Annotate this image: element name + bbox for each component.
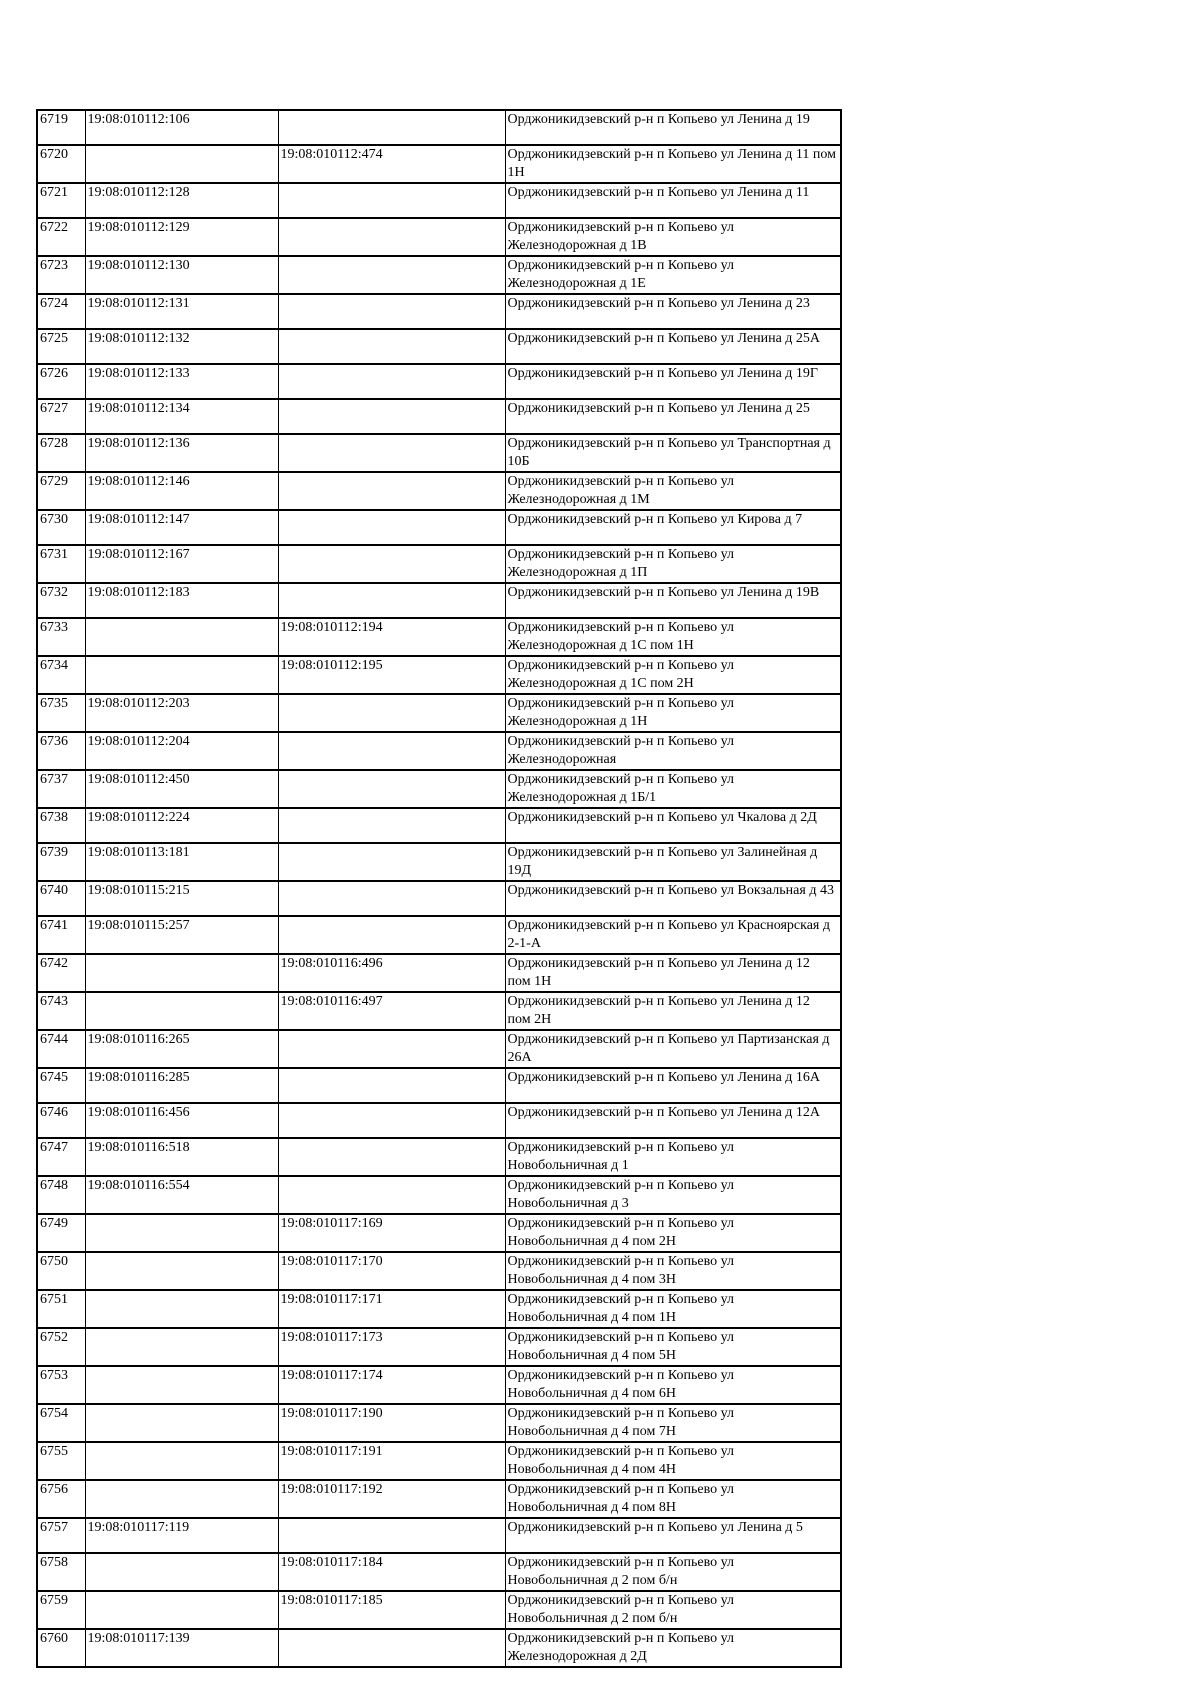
premise-cadastral-number-cell (278, 808, 505, 843)
row-number-cell: 6719 (37, 110, 85, 145)
table-row (37, 183, 841, 218)
address-cell: Орджоникидзевский р-н п Копьево ул Новобольничная д 2 пом б/н (505, 1553, 841, 1591)
land-cadastral-number-cell: 19:08:010112:128 (85, 183, 278, 218)
table-row (37, 732, 841, 770)
land-cadastral-number-cell: 19:08:010112:136 (85, 434, 278, 472)
row-number-cell: 6757 (37, 1518, 85, 1553)
premise-cadastral-number-cell (278, 770, 505, 808)
row-number-cell: 6731 (37, 545, 85, 583)
address-cell: Орджоникидзевский р-н п Копьево ул Ленина д 16А (505, 1068, 841, 1103)
row-number-cell: 6745 (37, 1068, 85, 1103)
row-number-cell: 6738 (37, 808, 85, 843)
table-row (37, 545, 841, 583)
table-row (37, 808, 841, 843)
table-row (37, 1030, 841, 1068)
address-cell: Орджоникидзевский р-н п Копьево ул Ленина д 12 пом 1Н (505, 954, 841, 992)
land-cadastral-number-cell (85, 1366, 278, 1404)
premise-cadastral-number-cell: 19:08:010112:474 (278, 145, 505, 183)
land-cadastral-number-cell: 19:08:010113:181 (85, 843, 278, 881)
land-cadastral-number-cell (85, 1442, 278, 1480)
address-cell: Орджоникидзевский р-н п Копьево ул Ленина д 23 (505, 294, 841, 329)
table-row (37, 1176, 841, 1214)
registry-table-body (37, 110, 841, 1667)
row-number-cell: 6739 (37, 843, 85, 881)
land-cadastral-number-cell: 19:08:010112:106 (85, 110, 278, 145)
row-number-cell: 6733 (37, 618, 85, 656)
premise-cadastral-number-cell: 19:08:010117:170 (278, 1252, 505, 1290)
table-row (37, 618, 841, 656)
table-row (37, 992, 841, 1030)
premise-cadastral-number-cell: 19:08:010117:184 (278, 1553, 505, 1591)
premise-cadastral-number-cell (278, 218, 505, 256)
table-row (37, 1214, 841, 1252)
premise-cadastral-number-cell (278, 472, 505, 510)
table-row (37, 218, 841, 256)
land-cadastral-number-cell (85, 1480, 278, 1518)
table-row (37, 1252, 841, 1290)
land-cadastral-number-cell (85, 656, 278, 694)
address-cell: Орджоникидзевский р-н п Копьево ул Железнодорожная д 2Д (505, 1629, 841, 1667)
land-cadastral-number-cell: 19:08:010112:134 (85, 399, 278, 434)
row-number-cell: 6740 (37, 881, 85, 916)
row-number-cell: 6752 (37, 1328, 85, 1366)
table-row (37, 1591, 841, 1629)
table-row (37, 110, 841, 145)
premise-cadastral-number-cell (278, 510, 505, 545)
address-cell: Орджоникидзевский р-н п Копьево ул Новобольничная д 2 пом б/н (505, 1591, 841, 1629)
land-cadastral-number-cell (85, 992, 278, 1030)
premise-cadastral-number-cell: 19:08:010117:191 (278, 1442, 505, 1480)
row-number-cell: 6759 (37, 1591, 85, 1629)
table-row (37, 1103, 841, 1138)
address-cell: Орджоникидзевский р-н п Копьево ул Железнодорожная д 1В (505, 218, 841, 256)
row-number-cell: 6735 (37, 694, 85, 732)
address-cell: Орджоникидзевский р-н п Копьево ул Залинейная д 19Д (505, 843, 841, 881)
premise-cadastral-number-cell (278, 1138, 505, 1176)
land-cadastral-number-cell: 19:08:010116:518 (85, 1138, 278, 1176)
premise-cadastral-number-cell (278, 434, 505, 472)
address-cell: Орджоникидзевский р-н п Копьево ул Ленина д 25 (505, 399, 841, 434)
row-number-cell: 6748 (37, 1176, 85, 1214)
table-row (37, 364, 841, 399)
land-cadastral-number-cell: 19:08:010112:130 (85, 256, 278, 294)
table-row (37, 399, 841, 434)
address-cell: Орджоникидзевский р-н п Копьево ул Новобольничная д 4 пом 1Н (505, 1290, 841, 1328)
row-number-cell: 6749 (37, 1214, 85, 1252)
premise-cadastral-number-cell (278, 1518, 505, 1553)
table-row (37, 954, 841, 992)
premise-cadastral-number-cell: 19:08:010117:169 (278, 1214, 505, 1252)
land-cadastral-number-cell: 19:08:010112:183 (85, 583, 278, 618)
table-row (37, 1629, 841, 1667)
land-cadastral-number-cell (85, 1252, 278, 1290)
address-cell: Орджоникидзевский р-н п Копьево ул Кирова д 7 (505, 510, 841, 545)
row-number-cell: 6750 (37, 1252, 85, 1290)
row-number-cell: 6720 (37, 145, 85, 183)
land-cadastral-number-cell: 19:08:010112:129 (85, 218, 278, 256)
premise-cadastral-number-cell (278, 1030, 505, 1068)
address-cell: Орджоникидзевский р-н п Копьево ул Железнодорожная д 1Н (505, 694, 841, 732)
premise-cadastral-number-cell (278, 1103, 505, 1138)
premise-cadastral-number-cell (278, 399, 505, 434)
row-number-cell: 6753 (37, 1366, 85, 1404)
row-number-cell: 6743 (37, 992, 85, 1030)
address-cell: Орджоникидзевский р-н п Копьево ул Вокзальная д 43 (505, 881, 841, 916)
table-row (37, 1404, 841, 1442)
premise-cadastral-number-cell (278, 329, 505, 364)
land-cadastral-number-cell: 19:08:010115:215 (85, 881, 278, 916)
address-cell: Орджоникидзевский р-н п Копьево ул Ленина д 11 (505, 183, 841, 218)
table-row (37, 843, 841, 881)
land-cadastral-number-cell: 19:08:010116:285 (85, 1068, 278, 1103)
row-number-cell: 6744 (37, 1030, 85, 1068)
row-number-cell: 6751 (37, 1290, 85, 1328)
premise-cadastral-number-cell (278, 364, 505, 399)
land-cadastral-number-cell (85, 1214, 278, 1252)
row-number-cell: 6732 (37, 583, 85, 618)
row-number-cell: 6724 (37, 294, 85, 329)
address-cell: Орджоникидзевский р-н п Копьево ул Железнодорожная д 1С пом 2Н (505, 656, 841, 694)
row-number-cell: 6736 (37, 732, 85, 770)
row-number-cell: 6754 (37, 1404, 85, 1442)
address-cell: Орджоникидзевский р-н п Копьево ул Новобольничная д 3 (505, 1176, 841, 1214)
land-cadastral-number-cell: 19:08:010112:204 (85, 732, 278, 770)
address-cell: Орджоникидзевский р-н п Копьево ул Новобольничная д 4 пом 5Н (505, 1328, 841, 1366)
address-cell: Орджоникидзевский р-н п Копьево ул Железнодорожная (505, 732, 841, 770)
table-row (37, 472, 841, 510)
table-row (37, 1366, 841, 1404)
address-cell: Орджоникидзевский р-н п Копьево ул Ленина д 11 пом 1Н (505, 145, 841, 183)
land-cadastral-number-cell (85, 145, 278, 183)
row-number-cell: 6741 (37, 916, 85, 954)
land-cadastral-number-cell (85, 1591, 278, 1629)
address-cell: Орджоникидзевский р-н п Копьево ул Новобольничная д 4 пом 4Н (505, 1442, 841, 1480)
table-row (37, 434, 841, 472)
premise-cadastral-number-cell: 19:08:010112:194 (278, 618, 505, 656)
row-number-cell: 6756 (37, 1480, 85, 1518)
land-cadastral-number-cell: 19:08:010112:203 (85, 694, 278, 732)
row-number-cell: 6737 (37, 770, 85, 808)
premise-cadastral-number-cell: 19:08:010116:497 (278, 992, 505, 1030)
address-cell: Орджоникидзевский р-н п Копьево ул Чкалова д 2Д (505, 808, 841, 843)
address-cell: Орджоникидзевский р-н п Копьево ул Партизанская д 26А (505, 1030, 841, 1068)
premise-cadastral-number-cell: 19:08:010116:496 (278, 954, 505, 992)
table-row (37, 1480, 841, 1518)
address-cell: Орджоникидзевский р-н п Копьево ул Транспортная д 10Б (505, 434, 841, 472)
address-cell: Орджоникидзевский р-н п Копьево ул Железнодорожная д 1П (505, 545, 841, 583)
table-row (37, 510, 841, 545)
table-row (37, 656, 841, 694)
premise-cadastral-number-cell (278, 732, 505, 770)
premise-cadastral-number-cell (278, 1176, 505, 1214)
land-cadastral-number-cell: 19:08:010112:450 (85, 770, 278, 808)
row-number-cell: 6755 (37, 1442, 85, 1480)
address-cell: Орджоникидзевский р-н п Копьево ул Ленина д 25А (505, 329, 841, 364)
row-number-cell: 6746 (37, 1103, 85, 1138)
land-cadastral-number-cell: 19:08:010112:146 (85, 472, 278, 510)
table-row (37, 145, 841, 183)
row-number-cell: 6728 (37, 434, 85, 472)
table-row (37, 583, 841, 618)
land-cadastral-number-cell: 19:08:010112:167 (85, 545, 278, 583)
row-number-cell: 6730 (37, 510, 85, 545)
land-cadastral-number-cell (85, 618, 278, 656)
land-cadastral-number-cell: 19:08:010112:147 (85, 510, 278, 545)
land-cadastral-number-cell: 19:08:010116:456 (85, 1103, 278, 1138)
land-cadastral-number-cell: 19:08:010112:133 (85, 364, 278, 399)
premise-cadastral-number-cell (278, 294, 505, 329)
premise-cadastral-number-cell: 19:08:010117:185 (278, 1591, 505, 1629)
row-number-cell: 6729 (37, 472, 85, 510)
table-row (37, 1328, 841, 1366)
row-number-cell: 6726 (37, 364, 85, 399)
premise-cadastral-number-cell: 19:08:010117:173 (278, 1328, 505, 1366)
address-cell: Орджоникидзевский р-н п Копьево ул Новобольничная д 4 пом 8Н (505, 1480, 841, 1518)
premise-cadastral-number-cell: 19:08:010117:174 (278, 1366, 505, 1404)
premise-cadastral-number-cell (278, 256, 505, 294)
address-cell: Орджоникидзевский р-н п Копьево ул Новобольничная д 4 пом 6Н (505, 1366, 841, 1404)
row-number-cell: 6723 (37, 256, 85, 294)
premise-cadastral-number-cell: 19:08:010117:190 (278, 1404, 505, 1442)
address-cell: Орджоникидзевский р-н п Копьево ул Ленина д 19 (505, 110, 841, 145)
address-cell: Орджоникидзевский р-н п Копьево ул Ленина д 5 (505, 1518, 841, 1553)
premise-cadastral-number-cell (278, 583, 505, 618)
table-row (37, 1068, 841, 1103)
address-cell: Орджоникидзевский р-н п Копьево ул Железнодорожная д 1С пом 1Н (505, 618, 841, 656)
premise-cadastral-number-cell (278, 183, 505, 218)
land-cadastral-number-cell (85, 1553, 278, 1591)
land-cadastral-number-cell (85, 1328, 278, 1366)
premise-cadastral-number-cell: 19:08:010112:195 (278, 656, 505, 694)
land-cadastral-number-cell: 19:08:010117:119 (85, 1518, 278, 1553)
table-row (37, 1518, 841, 1553)
row-number-cell: 6734 (37, 656, 85, 694)
land-cadastral-number-cell: 19:08:010116:265 (85, 1030, 278, 1068)
table-row (37, 770, 841, 808)
row-number-cell: 6725 (37, 329, 85, 364)
row-number-cell: 6721 (37, 183, 85, 218)
premise-cadastral-number-cell (278, 1068, 505, 1103)
table-row (37, 916, 841, 954)
address-cell: Орджоникидзевский р-н п Копьево ул Железнодорожная д 1Б/1 (505, 770, 841, 808)
land-cadastral-number-cell (85, 1290, 278, 1328)
premise-cadastral-number-cell (278, 545, 505, 583)
table-row (37, 881, 841, 916)
row-number-cell: 6727 (37, 399, 85, 434)
table-row (37, 1442, 841, 1480)
land-cadastral-number-cell: 19:08:010115:257 (85, 916, 278, 954)
land-cadastral-number-cell: 19:08:010117:139 (85, 1629, 278, 1667)
table-row (37, 1290, 841, 1328)
row-number-cell: 6758 (37, 1553, 85, 1591)
premise-cadastral-number-cell (278, 110, 505, 145)
address-cell: Орджоникидзевский р-н п Копьево ул Железнодорожная д 1Е (505, 256, 841, 294)
address-cell: Орджоникидзевский р-н п Копьево ул Новобольничная д 4 пом 2Н (505, 1214, 841, 1252)
land-cadastral-number-cell: 19:08:010112:132 (85, 329, 278, 364)
land-cadastral-number-cell: 19:08:010112:131 (85, 294, 278, 329)
premise-cadastral-number-cell (278, 916, 505, 954)
land-cadastral-number-cell: 19:08:010112:224 (85, 808, 278, 843)
premise-cadastral-number-cell (278, 1629, 505, 1667)
address-cell: Орджоникидзевский р-н п Копьево ул Красноярская д 2-1-А (505, 916, 841, 954)
row-number-cell: 6722 (37, 218, 85, 256)
table-row (37, 329, 841, 364)
premise-cadastral-number-cell (278, 694, 505, 732)
table-row (37, 294, 841, 329)
address-cell: Орджоникидзевский р-н п Копьево ул Ленина д 19Г (505, 364, 841, 399)
property-registry-table (36, 109, 842, 1668)
table-row (37, 1553, 841, 1591)
premise-cadastral-number-cell: 19:08:010117:192 (278, 1480, 505, 1518)
land-cadastral-number-cell: 19:08:010116:554 (85, 1176, 278, 1214)
address-cell: Орджоникидзевский р-н п Копьево ул Новобольничная д 1 (505, 1138, 841, 1176)
row-number-cell: 6742 (37, 954, 85, 992)
table-row (37, 256, 841, 294)
address-cell: Орджоникидзевский р-н п Копьево ул Железнодорожная д 1М (505, 472, 841, 510)
table-row (37, 1138, 841, 1176)
address-cell: Орджоникидзевский р-н п Копьево ул Ленина д 12А (505, 1103, 841, 1138)
row-number-cell: 6760 (37, 1629, 85, 1667)
premise-cadastral-number-cell (278, 881, 505, 916)
address-cell: Орджоникидзевский р-н п Копьево ул Ленина д 19В (505, 583, 841, 618)
address-cell: Орджоникидзевский р-н п Копьево ул Новобольничная д 4 пом 7Н (505, 1404, 841, 1442)
table-row (37, 694, 841, 732)
land-cadastral-number-cell (85, 1404, 278, 1442)
address-cell: Орджоникидзевский р-н п Копьево ул Ленина д 12 пом 2Н (505, 992, 841, 1030)
land-cadastral-number-cell (85, 954, 278, 992)
address-cell: Орджоникидзевский р-н п Копьево ул Новобольничная д 4 пом 3Н (505, 1252, 841, 1290)
row-number-cell: 6747 (37, 1138, 85, 1176)
premise-cadastral-number-cell (278, 843, 505, 881)
premise-cadastral-number-cell: 19:08:010117:171 (278, 1290, 505, 1328)
